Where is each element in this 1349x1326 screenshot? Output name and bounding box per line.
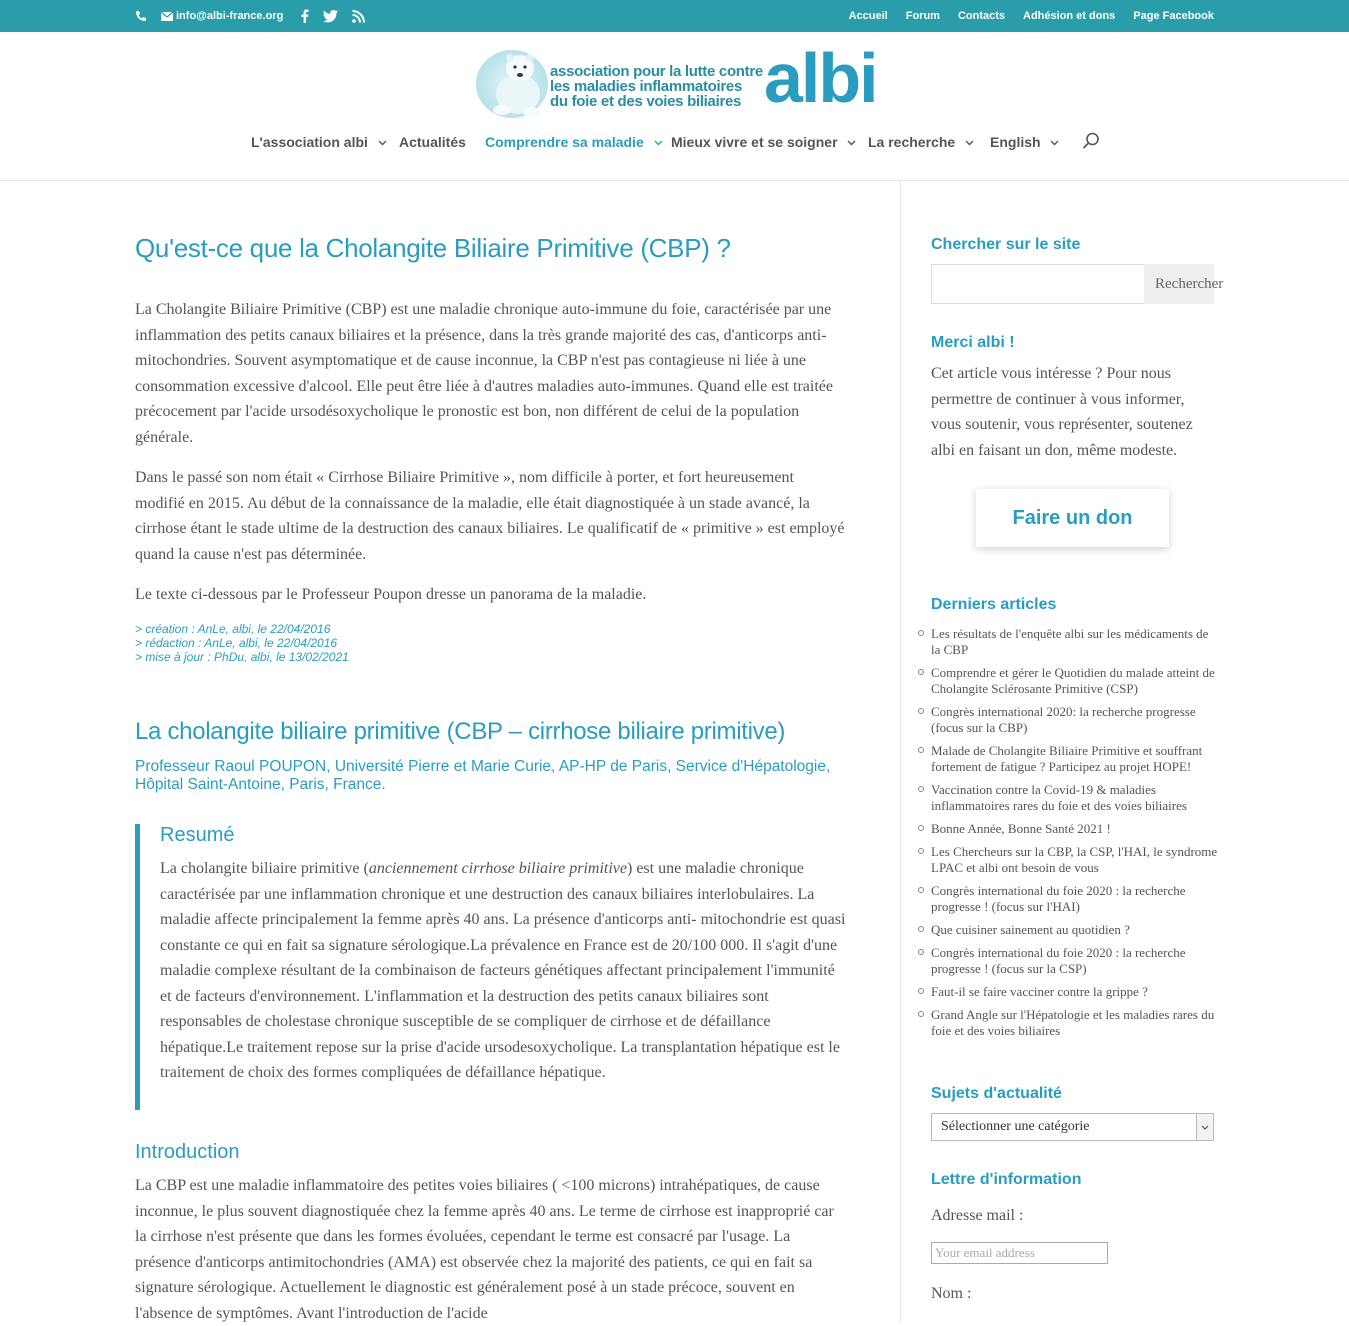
list-item[interactable]: Grand Angle sur l'Hépatologie et les maladies rares du foie et des voies biliaires [931,1007,1221,1039]
intro-paragraph-2: Dans le passé son nom était « Cirrhose Biliaire Primitive », nom difficile à porter, et fort heureusement modifié en 2015. Au début de la connaissance de la maladie, elle était diagnostiquée à un stade avancé, la cirrhose étant le stade ultime de la destruction des canaux biliaires. Le qualificatif de « primitive » est employé quand la cause n'est pas déterminée. [135,469,845,563]
name-label: Nom : [931,1285,972,1302]
sidebar-divider [900,180,901,1323]
nav-item-recherche[interactable]: La recherche [868,134,974,150]
meta-redaction: > rédaction : AnLe, albi, le 22/04/2016 [135,636,338,650]
polar-bear-logo-icon [472,44,550,120]
nav-item-comprendre[interactable]: Comprendre sa maladie [485,134,663,150]
topbar-link-contacts[interactable]: Contacts [957,10,1006,22]
logo-brand: albi [764,39,877,117]
sidebar-newsletter [931,1171,1214,1229]
resume-title: Resumé [160,824,235,846]
site-logo[interactable] [472,39,884,120]
sidebar-topics-title: Sujets d'actualité [931,1085,1062,1102]
list-item[interactable]: Les résultats de l'enquête albi sur les médicaments de la CBP [931,626,1221,658]
sidebar-search-title-wrap [931,236,1214,254]
meta-creation: > création : AnLe, albi, le 22/04/2016 [135,622,331,636]
sidebar-topics-title-wrap [931,1085,1214,1103]
topbar-link-facebook[interactable]: Page Facebook [1133,10,1214,22]
resume-blockquote [135,824,850,1110]
phone-icon[interactable] [135,10,147,22]
search-icon[interactable] [1082,132,1100,150]
page-title: Qu'est-ce que la Cholangite Biliaire Primitive (CBP) ? [135,233,731,263]
list-item[interactable]: Les Chercheurs sur la CBP, la CSP, l'HAI, le syndrome LPAC et albi ont besoin de vous [931,844,1221,876]
sidebar-thanks-title: Merci albi ! [931,334,1015,351]
intro-paragraph-3: Le texte ci-dessous par le Professeur Poupon dresse un panorama de la maladie. [135,586,647,603]
nav-item-english[interactable]: English [990,134,1059,150]
topbar-link-forum[interactable]: Forum [905,10,940,22]
logo-tagline: association pour la lutte contre les maladies inflammatoires du foie et des voies biliaires [550,63,763,110]
nav-item-association[interactable]: L'association albi [251,134,387,150]
rss-icon[interactable] [352,10,365,23]
list-item[interactable]: Congrès international du foie 2020 : la recherche progresse ! (focus sur l'HAI) [931,883,1221,915]
facebook-icon[interactable] [301,9,309,23]
author-line: Professeur Raoul POUPON, Université Pierre et Marie Curie, AP-HP de Paris, Service d'Hépatologie, Hôpital Saint-Antoine, Paris, France. [135,758,831,793]
twitter-icon[interactable] [323,10,338,22]
chevron-down-icon [965,140,974,146]
chevron-down-icon [654,140,663,146]
recent-articles-list [931,626,1221,1046]
introduction-title: Introduction [135,1141,240,1163]
sidebar-thanks-text: Cet article vous intéresse ? Pour nous permettre de continuer à vous informer, vous soutenir, vous représenter, soutenez albi en faisant un don, même modeste. [931,365,1193,459]
sidebar-recent-title: Derniers articles [931,596,1057,613]
post-meta [135,622,349,664]
list-item[interactable]: Bonne Année, Bonne Santé 2021 ! [931,821,1221,837]
chevron-down-icon [378,140,387,146]
email-label: Adresse mail : [931,1207,1024,1224]
chevron-down-icon [1196,1114,1213,1140]
envelope-icon [161,12,173,21]
list-item[interactable]: Congrès international du foie 2020 : la recherche progresse ! (focus sur la CSP) [931,945,1221,977]
sidebar-search-input[interactable] [931,264,1145,304]
topbar-link-adhesion[interactable]: Adhésion et dons [1023,10,1116,22]
donate-button[interactable]: Faire un don [976,489,1169,547]
list-item[interactable]: Vaccination contre la Covid-19 & maladies inflammatoires rares du foie et des voies biliaires [931,782,1221,814]
resume-text: La cholangite biliaire primitive (anciennement cirrhose biliaire primitive) est une maladie chronique caractérisée par une inflammation chronique et une destruction des canaux biliaires interlobulaires. La maladie affecte principalement la femme après 40 ans. La présence d'anticorps anti- mitochondrie est quasi constante ce qui en fait sa signature sérologique.La prévalence en France est de 20/100 000. Il s'agit d'une maladie complexe résultant de la combinaison de facteurs génétiques affectant principalement l'immunité et de facteurs d'environnement. L'inflammation et la destruction des petits canaux biliaires sont responsables de cholestase chronique susceptible de se compliquer de cirrhose et de défaillance hépatique.Le traitement repose sur la prise d'acide ursodesoxycholique. La transplantation hépatique est le traitement de choix des formes compliquées de défaillance hépatique. [160,860,846,1081]
main-nav [0,132,1349,156]
list-item[interactable]: Malade de Cholangite Biliaire Primitive et souffrant fortement de fatigue ? Participez au projet HOPE! [931,743,1221,775]
sidebar-recent-title-wrap [931,596,1214,614]
nav-item-mieux-vivre[interactable]: Mieux vivre et se soigner [671,134,856,150]
newsletter-email-input[interactable]: Your email address [931,1242,1108,1264]
list-item[interactable]: Que cuisiner sainement au quotidien ? [931,922,1221,938]
list-item[interactable]: Comprendre et gérer le Quotidien du malade atteint de Cholangite Sclérosante Primitive (CSP) [931,665,1221,697]
chevron-down-icon [847,140,856,146]
section-title: La cholangite biliaire primitive (CBP – cirrhose biliaire primitive) [135,718,786,745]
sidebar-thanks [931,334,1214,463]
topbar-email[interactable]: info@albi-france.org [161,10,283,22]
intro-paragraph-1: La Cholangite Biliaire Primitive (CBP) est une maladie chronique auto-immune du foie, caractérisée par une inflammation des petits canaux biliaires et la présence, dans la très grande majorité des cas, d'anticorps anti-mitochondries. Souvent asymptomatique et de cause inconnue, la CBP n'est pas contagieuse ni liée à une consommation excessive d'alcool. Elle peut être liée à d'autres maladies auto-immunes. Quand elle est traitée précocement par l'acide ursodésoxycholique le pronostic est bon, non différent de celui de la population générale. [135,301,833,446]
site-header [0,32,1349,181]
list-item[interactable]: Congrès international 2020: la recherche progresse (focus sur la CBP) [931,704,1221,736]
sidebar-newsletter-title: Lettre d'information [931,1171,1082,1188]
sidebar-search [931,264,1224,304]
sidebar-search-title: Chercher sur le site [931,236,1081,253]
sidebar-search-button[interactable]: Rechercher [1144,264,1214,304]
list-item[interactable]: Faut-il se faire vacciner contre la grippe ? [931,984,1221,1000]
meta-update: > mise à jour : PhDu, albi, le 13/02/2021 [135,650,349,664]
introduction-text: La CBP est une maladie inflammatoire des petites voies biliaires ( <100 microns) intrahépatiques, de cause inconnue, le plus souvent diagnostiquée chez la femme après 40 ans. Le terme de cirrhose est inapproprié car la cirrhose n'est présente que dans les formes évoluées, cependant le terme est consacré par l'usage. La présence d'anticorps antimitochondries (AMA) est observée chez la majorité des patients, ce qui en fait sa signature sérologique. Actuellement le diagnostic est généralement posé à un stade précoce, souvent en l'absence de symptômes. Avant l'introduction de l'acide [135,1177,834,1322]
chevron-down-icon [1050,140,1059,146]
category-select[interactable]: Sélectionner une catégorie [931,1113,1214,1141]
nav-item-actualites[interactable]: Actualités [399,134,466,150]
topbar-link-accueil[interactable]: Accueil [848,10,888,22]
top-bar [0,0,1349,32]
